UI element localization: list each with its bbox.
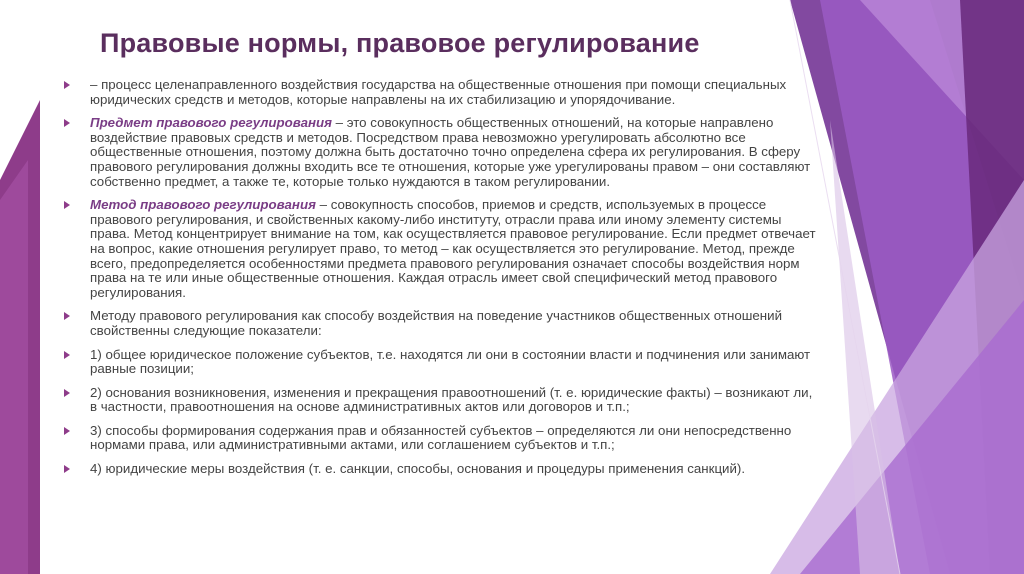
- content-list: [62, 78, 822, 486]
- item-text: 2) основания возникновения, изменения и прекращения правоотношений (т. е. юридические факты) – возникают ли, в частности, правоотношения на основе административных актов или договоров и т.п.;: [90, 384, 813, 415]
- item-term: Метод правового регулирования: [90, 197, 316, 213]
- list-item: [62, 348, 822, 377]
- item-text: Методу правового регулирования как способу воздействия на поведение участников общественных отношений свойственны следующие показатели:: [90, 308, 783, 338]
- item-text: – совокупность способов, приемов и средств, используемых в процессе правового регулирования, и свойственных какому-либо институту, отрасли права или иному элементу системы права. Метод концентрирует внимание на том, как осуществляется правовое регулирование. Если предмет отвечает на вопрос, какие отношения регулирует право, то метод – как осуществляется это регулирование. Метод, прежде всего, предопределяется особенностями предмета правового регулирования означает способы воздействия норм права на те или иные общественные отношения. Каждая отрасль имеет свой специфический метод правового регулирования.: [90, 197, 816, 300]
- item-text: – это совокупность общественных отношений, на которые направлено воздействие правовых средств и методов. Посредством права невозможно урегулировать абсолютно все общественные отношения, поэтому должна быть достаточно точно определена сфера их регулирования. В сферу правового регулирования должны входить все те отношения, которые уже урегулированы правом – они составляют собственно предмет, а также те, которые только нуждаются в таком регулировании.: [90, 115, 811, 189]
- list-item: [62, 386, 822, 415]
- triangle-bullet-icon: [64, 465, 70, 473]
- item-text: 1) общее юридическое положение субъектов, т.е. находятся ли они в состоянии власти и подчинения или занимают равные позиции;: [90, 346, 811, 377]
- list-item: [62, 116, 822, 189]
- triangle-bullet-icon: [64, 201, 70, 209]
- list-item: [62, 78, 822, 107]
- triangle-bullet-icon: [64, 119, 70, 127]
- list-item: [62, 424, 822, 453]
- page-title: Правовые нормы, правовое регулирование: [100, 28, 700, 58]
- triangle-bullet-icon: [64, 427, 70, 435]
- item-term: Предмет правового регулирования: [90, 115, 332, 131]
- item-text: 3) способы формирования содержания прав и обязанностей субъектов – определяются ли они непосредственно нормами права, или административными актами, или соглашением субъектов и т.п.;: [90, 422, 792, 453]
- item-text: 4) юридические меры воздействия (т. е. санкции, способы, основания и процедуры применения санкций).: [90, 461, 746, 477]
- item-text: – процесс целенаправленного воздействия государства на общественные отношения при помощи специальных юридических средств и методов, которые направлены на их стабилизацию и упорядочивание.: [90, 77, 787, 107]
- triangle-bullet-icon: [64, 389, 70, 397]
- triangle-bullet-icon: [64, 351, 70, 359]
- list-item: [62, 462, 822, 477]
- triangle-bullet-icon: [64, 312, 70, 320]
- list-item: [62, 309, 822, 338]
- list-item: [62, 198, 822, 300]
- triangle-bullet-icon: [64, 81, 70, 89]
